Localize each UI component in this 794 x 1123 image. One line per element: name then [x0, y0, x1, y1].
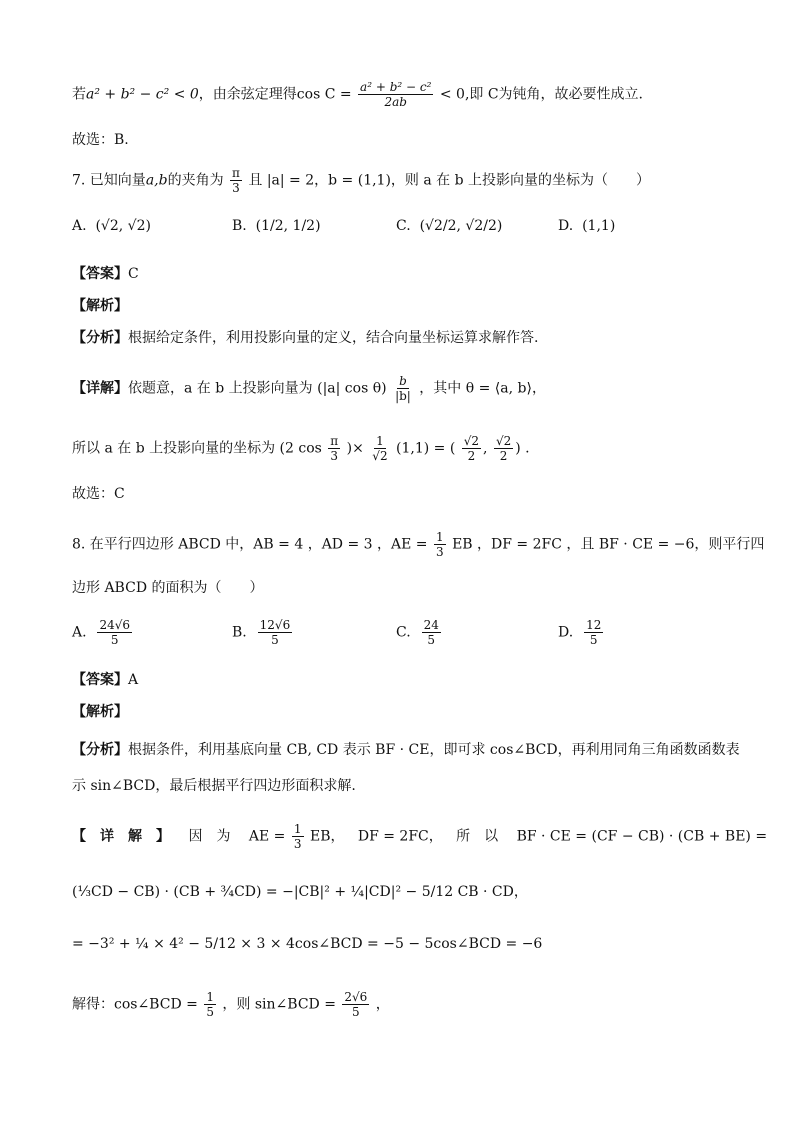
q7-option-c[interactable]: C. (√2/2, √2/2): [396, 218, 503, 234]
q7-projection-coordinates: 所以 a 在 b 上投影向量的坐标为 (2 cos $\frac{\pi}{3}$ )× $\frac{1}{√2}$ (1,1) = ( $\frac{√2}{2}$ , $\frac{√2}{2}$ ) .: [72, 434, 530, 463]
q8-detail-line1: 【详解】 因为 AE = $\frac{1}{3}$ EB， DF = 2FC， 所以 BF · CE = (CF − CB) · (CB + BE) =: [72, 822, 768, 851]
q8-stem-line1: 8. 在平行四边形 ABCD 中，AB = 4 ，AD = 3 ，AE = $\frac{1}{3}$ EB ，DF = 2FC ，且 BF · CE = −6，则平行四: [72, 530, 765, 559]
q8-option-c[interactable]: C. $\frac{24}{5}$: [396, 618, 439, 647]
q8-fenxi-line1: 【分析】根据条件，利用基底向量 CB, CD 表示 BF · CE，即可求 cos∠BCD，再利用同角三角函数函数表: [72, 742, 740, 758]
q8-analysis-heading: 【解析】: [72, 704, 128, 720]
q8-substitution: = −3² + ¼ × 4² − 5/12 × 3 × 4cos∠BCD = −5 − 5cos∠BCD = −6: [72, 936, 543, 952]
q8-answer: 【答案】A: [72, 672, 139, 688]
q7-final: 故选：C: [72, 486, 125, 502]
q8-option-a[interactable]: A. $\frac{24√6}{5}$: [72, 618, 131, 647]
cosine-law-line: 若a² + b² − c² < 0，由余弦定理得cos C = $\frac{\text{a² + b² − c²}}{2ab}$ < 0,即 C为钝角，故必要性成立.: [72, 80, 644, 109]
q8-option-d[interactable]: D. $\frac{12}{5}$: [558, 618, 602, 647]
q7-option-a[interactable]: A. (√2, √2): [72, 218, 151, 234]
q7-fenxi: 【分析】根据给定条件，利用投影向量的定义，结合向量坐标运算求解作答.: [72, 330, 539, 346]
q8-expansion: (⅓CD − CB) · (CB + ¾CD) = −|CB|² + ¼|CD|² − 5/12 CB · CD，: [72, 884, 528, 900]
q8-stem-line2: 边形 ABCD 的面积为（ ）: [72, 580, 264, 596]
q7-option-b[interactable]: B. (1/2, 1/2): [232, 218, 321, 234]
q7-analysis-heading: 【解析】: [72, 298, 128, 314]
q7-option-d[interactable]: D. (1,1): [558, 218, 616, 234]
q7-answer: 【答案】C: [72, 266, 139, 282]
q8-option-b[interactable]: B. $\frac{12√6}{5}$: [232, 618, 291, 647]
q8-fenxi-line2: 示 sin∠BCD，最后根据平行四边形面积求解.: [72, 778, 356, 794]
prev-answer: 故选：B.: [72, 132, 129, 148]
q8-solve: 解得：cos∠BCD = $\frac{1}{5}$ ，则 sin∠BCD = $\frac{2√6}{5}$ ，: [72, 990, 390, 1019]
q7-detail: 【详解】依题意，a 在 b 上投影向量为 (|a| cos θ) $\frac{b}{|b|}$ ，其中 θ = ⟨a, b⟩，: [72, 374, 546, 403]
q7-stem: 7. 已知向量a,b的夹角为 $\frac{\pi}{3}$ 且 |a| = 2，b = (1,1)，则 a 在 b 上投影向量的坐标为（ ）: [72, 166, 651, 195]
